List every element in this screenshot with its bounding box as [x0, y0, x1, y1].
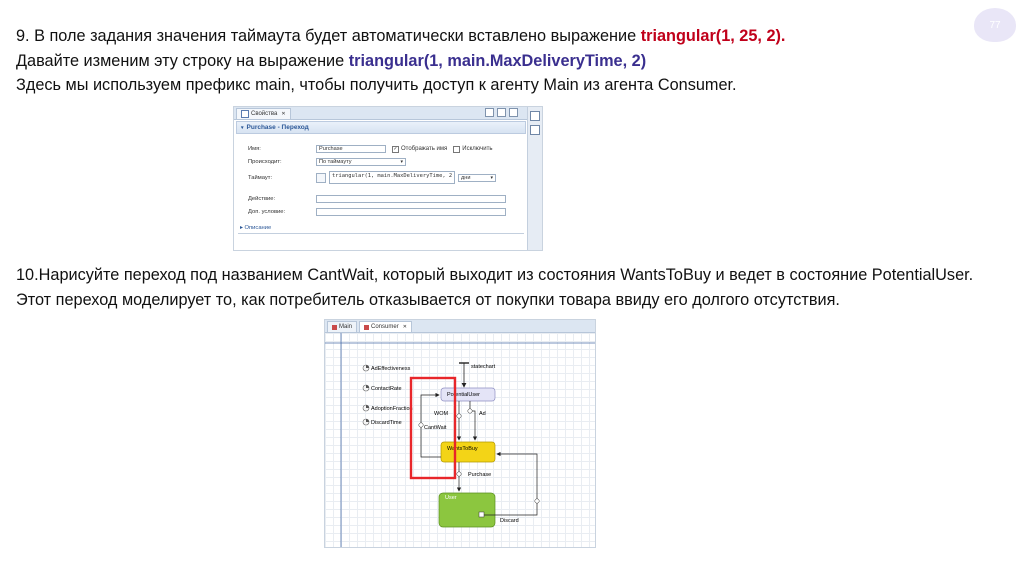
restore-icon[interactable]: [530, 111, 540, 121]
state-potentialuser[interactable]: [441, 388, 495, 401]
state-label: WantsToBuy: [447, 446, 478, 452]
close-icon[interactable]: ✕: [281, 110, 286, 117]
collapse-icon[interactable]: ▾: [241, 124, 244, 131]
agent-icon: [332, 325, 337, 330]
view-icon[interactable]: [530, 125, 540, 135]
show-name-checkbox[interactable]: ✓: [393, 145, 398, 152]
statechart-diagram: [325, 333, 595, 547]
exclude-label: Исключить: [462, 146, 493, 152]
pin-icon[interactable]: [485, 108, 494, 117]
state-label: User: [445, 495, 457, 501]
tab-main-label: Main: [339, 324, 353, 330]
transition-label: Ad: [479, 411, 486, 417]
minimize-icon[interactable]: [497, 108, 506, 117]
properties-heading: [236, 121, 526, 134]
timeout-unit-value: дни: [461, 174, 471, 181]
properties-sidebar: [527, 107, 542, 250]
triggered-label: Происходит:: [248, 159, 282, 165]
state-wantstobuy[interactable]: [441, 442, 495, 462]
transition-purchase[interactable]: [457, 462, 491, 491]
action-field[interactable]: [316, 195, 506, 203]
transition-label: Discard: [500, 518, 519, 524]
chevron-down-icon: ▾: [490, 174, 493, 181]
exclude-checkbox[interactable]: [453, 146, 460, 153]
show-name-label: Отображать имя: [401, 146, 448, 152]
properties-toolbar: [485, 108, 518, 117]
condition-row: [248, 208, 506, 216]
properties-panel-screenshot: [233, 106, 543, 251]
step9-line2: [16, 49, 976, 74]
parameter-label: DiscardTime: [371, 420, 402, 426]
parameter-contactrate[interactable]: [363, 385, 402, 392]
parameter-label: ContactRate: [371, 386, 402, 392]
maximize-icon[interactable]: [509, 108, 518, 117]
description-section[interactable]: [240, 225, 271, 231]
condition-field[interactable]: [316, 208, 506, 216]
step9-line2-text: Давайте изменим эту строку на выражение: [16, 51, 349, 70]
parameter-adeffectiveness[interactable]: [363, 365, 411, 372]
divider: [238, 233, 524, 234]
condition-label: Доп. условие:: [248, 209, 286, 215]
properties-tab[interactable]: [236, 108, 291, 119]
state-label: PotentialUser: [447, 392, 481, 398]
timeout-label: Таймаут:: [248, 174, 273, 181]
step9-default-expression: triangular(1, 25, 2).: [640, 27, 786, 45]
tab-consumer[interactable]: [359, 321, 412, 332]
tab-main[interactable]: [327, 321, 357, 332]
tab-consumer-label: Consumer: [371, 324, 399, 330]
expand-icon: ▸: [240, 225, 245, 231]
timeout-field[interactable]: triangular(1, main.MaxDeliveryTime, 2: [329, 171, 455, 184]
page-number-badge: [974, 8, 1016, 42]
description-label: Описание: [244, 225, 272, 231]
transition-label: CantWait: [424, 425, 447, 431]
step10-paragraph: 10.Нарисуйте переход под названием CantWait, который выходит из состояния WantsToBuy и ведет в состояние PotentialUser. Этот переход моделирует то, как потребитель отказывается от покупки товара ввиду его долгого отсутствия.: [16, 266, 974, 309]
name-field[interactable]: Purchase: [316, 145, 386, 153]
step9-paragraph: [16, 24, 976, 98]
triggered-select-value: По таймауту: [319, 159, 352, 165]
action-label: Действие:: [248, 196, 276, 202]
state-user[interactable]: [439, 493, 495, 527]
action-row: [248, 195, 506, 203]
properties-tab-label: Свойства: [251, 110, 278, 117]
timeout-row: [248, 171, 496, 184]
page-number: 77: [989, 19, 1001, 31]
step9-line1-text: 9. В поле задания значения таймаута будет автоматически вставлено выражение: [16, 27, 641, 45]
name-row: [248, 145, 493, 153]
close-icon[interactable]: ✕: [402, 324, 407, 330]
statechart-entry-point[interactable]: [459, 363, 496, 387]
editor-canvas[interactable]: [325, 333, 595, 547]
chevron-down-icon: ▾: [400, 159, 403, 165]
step9-new-expression: triangular(1, main.MaxDeliveryTime, 2): [348, 51, 647, 70]
parameter-label: AdEffectiveness: [371, 366, 411, 372]
transition-ad[interactable]: [468, 401, 486, 440]
transition-label: WOM: [434, 411, 449, 417]
properties-icon: [241, 110, 249, 118]
triggered-select[interactable]: [316, 158, 406, 166]
editor-tabbar: [325, 320, 595, 333]
code-editor-icon[interactable]: [316, 173, 326, 183]
step9-line1: [16, 24, 976, 49]
step9-line3: Здесь мы используем префикс main, чтобы получить доступ к агенту Main из агента Consumer.: [16, 76, 737, 94]
statechart-editor-screenshot: [324, 319, 596, 548]
triggered-row: [248, 158, 406, 166]
name-label: Имя:: [248, 146, 261, 152]
parameter-discardtime[interactable]: [363, 419, 402, 426]
properties-tabbar: [234, 107, 542, 120]
transition-label: Purchase: [468, 472, 492, 478]
properties-heading-title: Purchase - Переход: [246, 124, 309, 131]
parameter-adoptionfraction[interactable]: [363, 405, 413, 412]
transition-wom[interactable]: [434, 401, 461, 440]
statechart-label: statechart: [471, 364, 496, 370]
agent-icon: [364, 325, 369, 330]
parameter-label: AdoptionFraction: [371, 406, 413, 412]
timeout-unit-select[interactable]: [458, 174, 496, 182]
